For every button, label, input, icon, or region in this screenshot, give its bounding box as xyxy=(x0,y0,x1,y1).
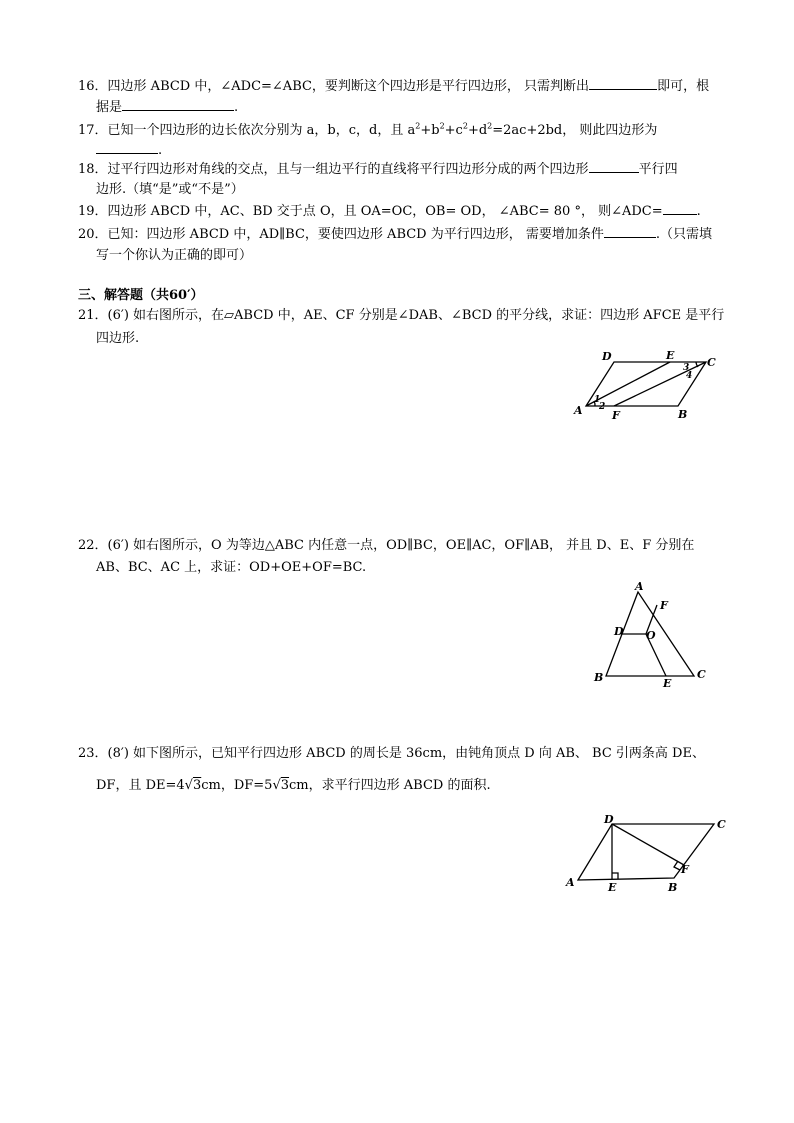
q17-text: 已知一个四边形的边长依次分别为 a，b，c，d，且 a xyxy=(107,123,416,138)
q19-end: . xyxy=(696,204,701,219)
q20-text-b: .（只需填 xyxy=(655,227,713,242)
question-18-line2 xyxy=(96,180,244,200)
q23-text: (8′) 如下图所示，已知平行四边形 ABCD 的周长是 36cm，由钝角顶点 D 向 AB、 BC 引两条高 DE、 xyxy=(107,746,705,761)
q23-parallelogram-abcd xyxy=(578,824,714,880)
q22-label-e: E xyxy=(663,677,672,690)
q21-number: 21． xyxy=(78,308,108,323)
q22-text-b: AB、BC、AC 上，求证：OD+OE+OF=BC. xyxy=(96,560,367,575)
q18-number: 18． xyxy=(78,162,108,177)
q17-b: +b xyxy=(420,123,440,138)
q21-label-b: B xyxy=(678,408,688,421)
question-23-line2 xyxy=(96,776,491,796)
q18-blank[interactable] xyxy=(589,160,639,173)
q17-c: +c xyxy=(444,123,463,138)
q23-label-b: B xyxy=(668,881,678,894)
q22-number: 22． xyxy=(78,538,108,553)
q23-label-d: D xyxy=(604,813,614,826)
question-16-line2 xyxy=(96,98,238,118)
q21-label-e: E xyxy=(666,349,675,362)
q17-exp: 2 xyxy=(415,121,421,131)
q20-number: 20． xyxy=(78,227,108,242)
q16-blank-1[interactable] xyxy=(589,77,657,90)
q17-exp: 2 xyxy=(487,121,493,131)
question-22-line2 xyxy=(96,558,366,578)
q20-text-c: 写一个你认为正确的即可） xyxy=(96,248,253,263)
q23-label-c: C xyxy=(717,818,726,831)
q23-label-e: E xyxy=(608,881,617,894)
q23-text-b1: DF，且 DE=4 xyxy=(96,778,185,793)
q20-blank[interactable] xyxy=(604,225,656,238)
q23-right-angle-e xyxy=(612,873,618,879)
q17-d: +d xyxy=(467,123,488,138)
question-20-line2 xyxy=(96,246,252,266)
q23-parallelogram-figure xyxy=(562,812,732,896)
q22-label-c: C xyxy=(697,668,706,681)
q22-text: (6′) 如右图所示，O 为等边△ABC 内任意一点，OD∥BC，OE∥AC，OF∥AB， 并且 D、E、F 分别在 xyxy=(107,538,695,553)
question-21-line2 xyxy=(96,329,139,349)
q17-eq: =2ac+2bd， 则此四边形为 xyxy=(492,123,658,138)
question-23-line1 xyxy=(78,744,705,764)
question-16-line1 xyxy=(78,77,709,97)
q23-sqrt-2: √3 xyxy=(272,778,290,793)
q22-label-b: B xyxy=(594,671,604,684)
q18-text-c: 边形.（填“是”或“不是”） xyxy=(96,182,244,197)
q23-height-df xyxy=(612,824,684,865)
q23-number: 23． xyxy=(78,746,108,761)
q22-triangle-figure xyxy=(588,580,718,690)
q23-text-b3: cm，求平行四边形 ABCD 的面积. xyxy=(289,778,491,793)
q21-text-b: 四边形. xyxy=(96,331,140,346)
q18-text: 过平行四边形对角线的交点，且与一组边平行的直线将平行四边形分成的两个四边形 xyxy=(107,162,589,177)
q19-text: 四边形 ABCD 中，AC、BD 交于点 O，且 OA=OC，OB= OD， ∠ABC= 80 °， 则∠ADC= xyxy=(107,204,663,219)
q16-blank-2[interactable] xyxy=(122,98,234,111)
section-3-heading: 三、解答题（共60′） xyxy=(78,288,204,303)
q21-text: (6′) 如右图所示，在▱ABCD 中，AE、CF 分别是∠DAB、∠BCD 的平分线，求证：四边形 AFCE 是平行 xyxy=(107,308,725,323)
q17-exp: 2 xyxy=(439,121,445,131)
q22-label-f: F xyxy=(660,599,668,612)
q21-angle-3: 3 xyxy=(683,363,690,373)
q21-label-a: A xyxy=(574,404,583,417)
q21-label-d: D xyxy=(602,350,612,363)
q16-text-c: 据是 xyxy=(96,100,123,115)
q21-label-f: F xyxy=(612,409,620,422)
q23-radicand-1: 3 xyxy=(192,778,202,793)
q22-label-a: A xyxy=(635,580,644,593)
question-18-line1 xyxy=(78,160,678,180)
q17-number: 17． xyxy=(78,123,108,138)
q19-blank[interactable] xyxy=(663,202,697,215)
q17-blank[interactable] xyxy=(96,141,158,154)
q21-parallelogram-figure xyxy=(566,348,726,426)
q21-label-c: C xyxy=(707,356,716,369)
question-20-line1 xyxy=(78,225,712,245)
q23-radicand-2: 3 xyxy=(280,778,290,793)
q23-label-f: F xyxy=(681,863,689,876)
q18-text-b: 平行四 xyxy=(638,162,678,177)
q22-label-d: D xyxy=(614,625,624,638)
question-17-line2 xyxy=(96,141,162,161)
q17-exp: 2 xyxy=(462,121,468,131)
q16-text-d: . xyxy=(234,100,239,115)
q23-label-a: A xyxy=(566,876,575,889)
question-17-line1 xyxy=(78,121,657,141)
q19-number: 19． xyxy=(78,204,108,219)
q23-text-b2: cm，DF=5 xyxy=(201,778,273,793)
q16-text-b: 即可，根 xyxy=(657,79,710,94)
q21-angle-4: 4 xyxy=(686,371,693,381)
q22-label-o: O xyxy=(646,629,656,642)
q23-sqrt-1: √3 xyxy=(184,778,202,793)
q16-number: 16． xyxy=(78,79,108,94)
q16-text: 四边形 ABCD 中，∠ADC=∠ABC，要判断这个四边形是平行四边形， 只需判断出 xyxy=(107,79,590,94)
q17-end: . xyxy=(158,143,163,158)
question-21-line1 xyxy=(78,306,724,326)
question-19 xyxy=(78,202,701,222)
question-22-line1 xyxy=(78,536,694,556)
q21-angle-2: 2 xyxy=(599,402,606,412)
q21-angle-1: 1 xyxy=(594,395,601,405)
q20-text: 已知：四边形 ABCD 中，AD∥BC，要使四边形 ABCD 为平行四边形， 需要增加条件 xyxy=(107,227,604,242)
